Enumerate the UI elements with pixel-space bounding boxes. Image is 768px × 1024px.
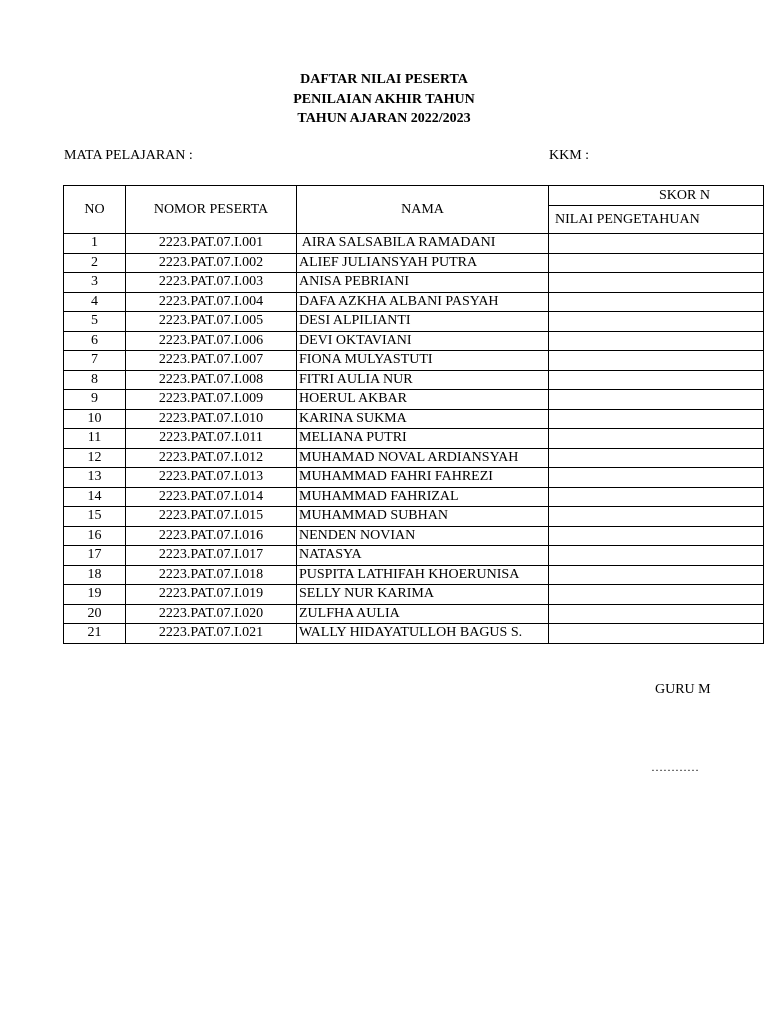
participant-number: 2223.PAT.07.I.018	[126, 565, 297, 585]
knowledge-score-cell	[549, 468, 764, 488]
participant-name: ALIEF JULIANSYAH PUTRA	[297, 253, 549, 273]
participant-number: 2223.PAT.07.I.014	[126, 487, 297, 507]
row-number: 9	[64, 390, 126, 410]
knowledge-score-cell	[549, 312, 764, 332]
participant-number: 2223.PAT.07.I.015	[126, 507, 297, 527]
participant-name: FIONA MULYASTUTI	[297, 351, 549, 371]
participant-number: 2223.PAT.07.I.003	[126, 273, 297, 293]
participant-name: MUHAMMAD FAHRIZAL	[297, 487, 549, 507]
participant-name: ANISA PEBRIANI	[297, 273, 549, 293]
participant-number: 2223.PAT.07.I.017	[126, 546, 297, 566]
knowledge-score-cell	[549, 546, 764, 566]
participant-name: KARINA SUKMA	[297, 409, 549, 429]
teacher-label: GURU M	[655, 682, 711, 697]
participant-name: MELIANA PUTRI	[297, 429, 549, 449]
participant-name: SELLY NUR KARIMA	[297, 585, 549, 605]
knowledge-score-cell	[549, 409, 764, 429]
participant-number: 2223.PAT.07.I.016	[126, 526, 297, 546]
knowledge-score-cell	[549, 448, 764, 468]
participant-name: DESI ALPILIANTI	[297, 312, 549, 332]
knowledge-score-cell	[549, 273, 764, 293]
participant-name: MUHAMAD NOVAL ARDIANSYAH	[297, 448, 549, 468]
participant-name: PUSPITA LATHIFAH KHOERUNISA	[297, 565, 549, 585]
header-no: NO	[64, 186, 126, 234]
row-number: 7	[64, 351, 126, 371]
participant-number: 2223.PAT.07.I.006	[126, 331, 297, 351]
table-row	[64, 585, 764, 605]
participant-name: DEVI OKTAVIANI	[297, 331, 549, 351]
row-number: 1	[64, 234, 126, 254]
table-row	[64, 526, 764, 546]
row-number: 13	[64, 468, 126, 488]
knowledge-score-cell	[549, 253, 764, 273]
knowledge-score-cell	[549, 604, 764, 624]
knowledge-score-cell	[549, 487, 764, 507]
row-number: 6	[64, 331, 126, 351]
title-line-1: DAFTAR NILAI PESERTA	[300, 72, 468, 87]
row-number: 11	[64, 429, 126, 449]
table-row	[64, 448, 764, 468]
table-row	[64, 565, 764, 585]
header-participant-number: NOMOR PESERTA	[126, 186, 297, 234]
participant-name: ZULFHA AULIA	[297, 604, 549, 624]
table-row	[64, 351, 764, 371]
table-row	[64, 468, 764, 488]
knowledge-score-cell	[549, 234, 764, 254]
participant-name: NATASYA	[297, 546, 549, 566]
header-knowledge-score: NILAI PENGETAHUAN	[549, 206, 764, 234]
participant-name: DAFA AZKHA ALBANI PASYAH	[297, 292, 549, 312]
participant-name: WALLY HIDAYATULLOH BAGUS S.	[297, 624, 549, 644]
participant-name: MUHAMMAD FAHRI FAHREZI	[297, 468, 549, 488]
row-number: 20	[64, 604, 126, 624]
table-row	[64, 409, 764, 429]
document-title	[0, 70, 768, 129]
row-number: 8	[64, 370, 126, 390]
participant-number: 2223.PAT.07.I.004	[126, 292, 297, 312]
header-name: NAMA	[297, 186, 549, 234]
knowledge-score-cell	[549, 429, 764, 449]
row-number: 18	[64, 565, 126, 585]
table-row	[64, 331, 764, 351]
participant-number: 2223.PAT.07.I.005	[126, 312, 297, 332]
table-row	[64, 624, 764, 644]
participant-number: 2223.PAT.07.I.007	[126, 351, 297, 371]
knowledge-score-cell	[549, 507, 764, 527]
participant-number: 2223.PAT.07.I.008	[126, 370, 297, 390]
row-number: 16	[64, 526, 126, 546]
row-number: 19	[64, 585, 126, 605]
table-header-row	[64, 186, 764, 206]
row-number: 21	[64, 624, 126, 644]
table-row	[64, 370, 764, 390]
row-number: 2	[64, 253, 126, 273]
row-number: 10	[64, 409, 126, 429]
header-score-group: SKOR N	[549, 186, 764, 206]
table-row	[64, 507, 764, 527]
table-row	[64, 487, 764, 507]
knowledge-score-cell	[549, 624, 764, 644]
knowledge-score-cell	[549, 331, 764, 351]
signature-line: …………	[651, 760, 699, 774]
participant-number: 2223.PAT.07.I.012	[126, 448, 297, 468]
row-number: 12	[64, 448, 126, 468]
knowledge-score-cell	[549, 292, 764, 312]
knowledge-score-cell	[549, 370, 764, 390]
kkm-label: KKM :	[549, 148, 590, 163]
table-body	[64, 234, 764, 644]
table-row	[64, 292, 764, 312]
participant-name: MUHAMMAD SUBHAN	[297, 507, 549, 527]
participant-number: 2223.PAT.07.I.009	[126, 390, 297, 410]
knowledge-score-cell	[549, 351, 764, 371]
participant-number: 2223.PAT.07.I.002	[126, 253, 297, 273]
title-line-2: PENILAIAN AKHIR TAHUN	[293, 91, 475, 107]
table-row	[64, 273, 764, 293]
row-number: 17	[64, 546, 126, 566]
table-row	[64, 390, 764, 410]
knowledge-score-cell	[549, 390, 764, 410]
title-line-3: TAHUN AJARAN 2022/2023	[297, 111, 471, 126]
participant-number: 2223.PAT.07.I.011	[126, 429, 297, 449]
participant-number: 2223.PAT.07.I.013	[126, 468, 297, 488]
participant-number: 2223.PAT.07.I.019	[126, 585, 297, 605]
table-row	[64, 253, 764, 273]
participant-number: 2223.PAT.07.I.010	[126, 409, 297, 429]
table-row	[64, 429, 764, 449]
table-row	[64, 604, 764, 624]
participant-name: FITRI AULIA NUR	[297, 370, 549, 390]
knowledge-score-cell	[549, 526, 764, 546]
participant-name: NENDEN NOVIAN	[297, 526, 549, 546]
participant-number: 2223.PAT.07.I.021	[126, 624, 297, 644]
row-number: 4	[64, 292, 126, 312]
participant-number: 2223.PAT.07.I.001	[126, 234, 297, 254]
table-row	[64, 312, 764, 332]
grades-table	[63, 185, 764, 644]
knowledge-score-cell	[549, 565, 764, 585]
row-number: 15	[64, 507, 126, 527]
participant-name: HOERUL AKBAR	[297, 390, 549, 410]
row-number: 3	[64, 273, 126, 293]
knowledge-score-cell	[549, 585, 764, 605]
participant-name: AIRA SALSABILA RAMADANI	[297, 234, 549, 254]
row-number: 5	[64, 312, 126, 332]
row-number: 14	[64, 487, 126, 507]
participant-number: 2223.PAT.07.I.020	[126, 604, 297, 624]
table-row	[64, 234, 764, 254]
subject-label: MATA PELAJARAN :	[64, 148, 193, 163]
table-row	[64, 546, 764, 566]
